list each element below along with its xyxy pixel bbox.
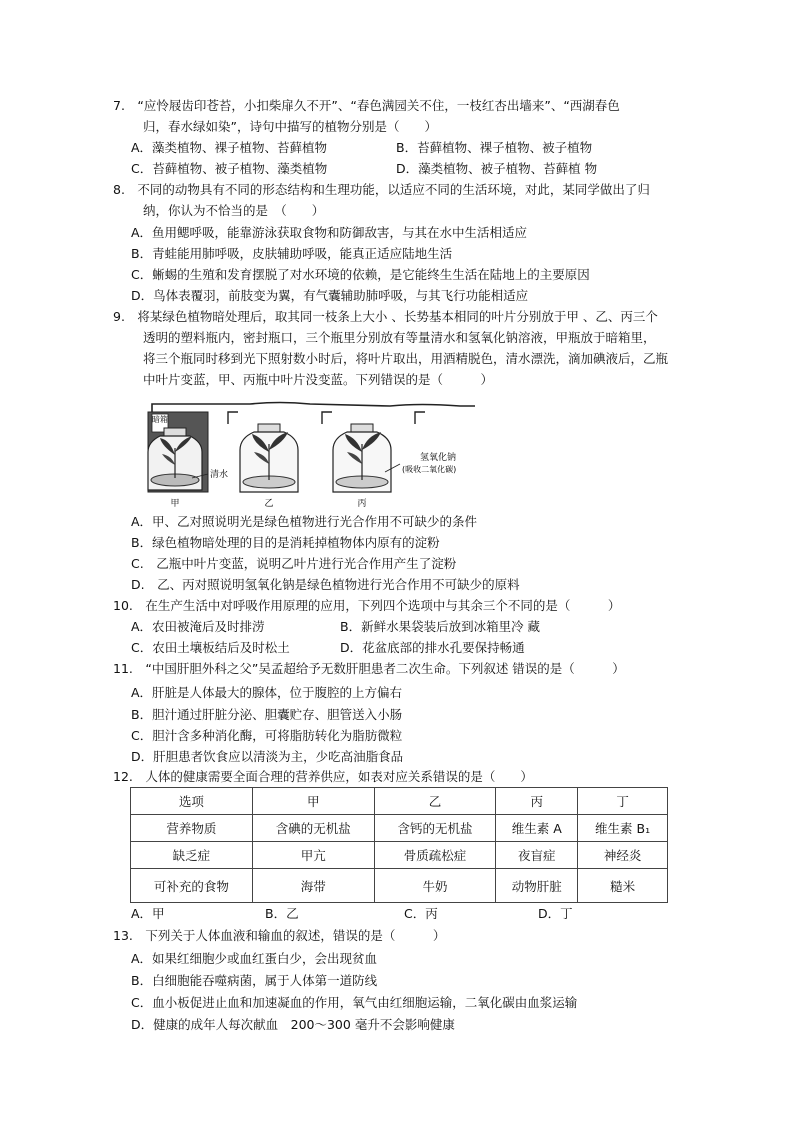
water-label: 清水 bbox=[210, 470, 229, 480]
naoh-note: (吸收二氧化碳) bbox=[402, 465, 457, 474]
table-cell: 营养物质 bbox=[131, 815, 253, 842]
q10-option-a: A．农田被淹后及时排涝 bbox=[131, 619, 265, 634]
tube-jia bbox=[228, 412, 238, 424]
table-cell: 骨质疏松症 bbox=[374, 842, 496, 869]
q12-option-b: B．乙 bbox=[265, 906, 299, 921]
q13-option-c: C．血小板促进止血和加速凝血的作用，氧气由红细胞运输，二氧化碳由血浆运输 bbox=[131, 995, 578, 1010]
q8-stem-line1: 8. 不同的动物具有不同的形态结构和生理功能，以适应不同的生活环境，对此，某同学做出了归 bbox=[113, 182, 650, 197]
table-cell: 动物肝脏 bbox=[496, 869, 578, 903]
q8-option-c: C．蜥蜴的生殖和发育摆脱了对水环境的依赖，是它能终生生活在陆地上的主要原因 bbox=[131, 267, 590, 282]
q13-option-d: D．健康的成年人每次献血 200～300 毫升不会影响健康 bbox=[131, 1017, 455, 1032]
bottle-label-yi: 乙 bbox=[264, 499, 274, 509]
tube-bing bbox=[415, 412, 425, 424]
q8-option-b: B．青蛙能用肺呼吸，皮肤辅助呼吸，能真正适应陆地生活 bbox=[131, 246, 453, 261]
table-cell: 丙 bbox=[496, 788, 578, 815]
q12-option-d: D．丁 bbox=[538, 906, 573, 921]
table-cell: 海带 bbox=[252, 869, 374, 903]
table-row bbox=[131, 788, 668, 815]
bottle-label-bing: 丙 bbox=[357, 499, 367, 509]
q9-option-c: C. 乙瓶中叶片变蓝，说明乙叶片进行光合作用产生了淀粉 bbox=[131, 556, 457, 571]
q13-option-b: B．白细胞能吞噬病菌，属于人体第一道防线 bbox=[131, 973, 378, 988]
q9-stem-line2: 透明的塑料瓶内，密封瓶口，三个瓶里分别放有等量清水和氢氧化钠溶液，甲瓶放于暗箱里， bbox=[143, 330, 656, 345]
naoh-label: 氢氧化钠 bbox=[420, 453, 457, 463]
table-cell: 夜盲症 bbox=[496, 842, 578, 869]
q8-option-d: D．鸟体表覆羽，前肢变为翼，有气囊辅助肺呼吸，与其飞行功能相适应 bbox=[131, 288, 529, 303]
q11-option-d: D．肝胆患者饮食应以清淡为主，少吃高油脂食品 bbox=[131, 749, 404, 764]
q11-stem: 11. “中国肝胆外科之父”吴孟超给予无数肝胆患者二次生命。下列叙述 错误的是（ ） bbox=[113, 661, 625, 676]
nutrition-table bbox=[130, 787, 668, 903]
q11-option-b: B．胆汁通过肝脏分泌、胆囊贮存、胆管送入小肠 bbox=[131, 707, 403, 722]
q10-option-d: D．花盆底部的排水孔要保持畅通 bbox=[340, 640, 525, 655]
table-cell: 甲亢 bbox=[252, 842, 374, 869]
table-row bbox=[131, 842, 668, 869]
q9-experiment-figure bbox=[130, 400, 500, 510]
table-row bbox=[131, 815, 668, 842]
q13-stem: 13. 下列关于人体血液和输血的叙述，错误的是（ ） bbox=[113, 928, 446, 943]
table-cell: 牛奶 bbox=[374, 869, 496, 903]
q7-stem-line1: 7. “应怜屐齿印苍苔，小扣柴扉久不开”、“春色满园关不住，一枝红杏出墙来”、“西湖春色 bbox=[113, 98, 620, 113]
q12-option-a: A．甲 bbox=[131, 906, 165, 921]
q8-option-a: A．鱼用鳃呼吸，能靠游泳获取食物和防御敌害，与其在水中生活相适应 bbox=[131, 225, 528, 240]
q10-stem: 10. 在生产生活中对呼吸作用原理的应用，下列四个选项中与其余三个不同的是（ ） bbox=[113, 598, 621, 613]
table-cell: 乙 bbox=[374, 788, 496, 815]
q7-option-c: C．苔藓植物、被子植物、藻类植物 bbox=[131, 161, 328, 176]
q10-option-b: B．新鲜水果袋装后放到冰箱里冷 藏 bbox=[340, 619, 541, 634]
bottle-bing-cap bbox=[351, 424, 373, 432]
table-cell: 维生素 A bbox=[496, 815, 578, 842]
q11-option-a: A．肝脏是人体最大的腺体，位于腹腔的上方偏右 bbox=[131, 685, 403, 700]
table-cell: 糙米 bbox=[578, 869, 668, 903]
table-cell: 选项 bbox=[131, 788, 253, 815]
table-cell: 神经炎 bbox=[578, 842, 668, 869]
q9-stem-line3: 将三个瓶同时移到光下照射数小时后，将叶片取出，用酒精脱色，清水漂洗，滴加碘液后，乙瓶 bbox=[143, 351, 669, 366]
q7-stem-line2: 归，春水绿如染”，诗句中描写的植物分别是（ ） bbox=[143, 119, 437, 134]
q12-option-c: C．丙 bbox=[404, 906, 438, 921]
q13-option-a: A．如果红细胞少或血红蛋白少，会出现贫血 bbox=[131, 951, 378, 966]
q9-option-a: A．甲、乙对照说明光是绿色植物进行光合作用不可缺少的条件 bbox=[131, 514, 478, 529]
bottle-jia-cap bbox=[164, 428, 186, 436]
dark-box-label: 暗箱 bbox=[152, 415, 168, 424]
q8-stem-line2: 纳，你认为不恰当的是 （ ） bbox=[143, 203, 325, 218]
bottle-label-jia: 甲 bbox=[170, 499, 180, 509]
tube-yi bbox=[322, 412, 332, 424]
table-cell: 含钙的无机盐 bbox=[374, 815, 496, 842]
q7-option-a: A．藻类植物、裸子植物、苔藓植物 bbox=[131, 140, 328, 155]
q11-option-c: C．胆汁含多种消化酶，可将脂肪转化为脂肪微粒 bbox=[131, 728, 403, 743]
q9-option-d: D. 乙、丙对照说明氢氧化钠是绿色植物进行光合作用不可缺少的原料 bbox=[131, 577, 520, 592]
bottle-yi-cap bbox=[258, 424, 280, 432]
table-cell: 含碘的无机盐 bbox=[252, 815, 374, 842]
q9-stem-line4: 中叶片变蓝，甲、丙瓶中叶片没变蓝。下列错误的是（ ） bbox=[143, 372, 494, 387]
q7-option-b: B．苔藓植物、裸子植物、被子植物 bbox=[396, 140, 593, 155]
table-cell: 可补充的食物 bbox=[131, 869, 253, 903]
table-cell: 甲 bbox=[252, 788, 374, 815]
table-cell: 维生素 B₁ bbox=[578, 815, 668, 842]
q9-stem-line1: 9. 将某绿色植物暗处理后，取其同一枝条上大小 、长势基本相同的叶片分别放于甲 、乙、丙三个 bbox=[113, 309, 658, 324]
q10-option-c: C．农田土壤板结后及时松土 bbox=[131, 640, 290, 655]
table-row bbox=[131, 869, 668, 903]
table-cell: 缺乏症 bbox=[131, 842, 253, 869]
table-cell: 丁 bbox=[578, 788, 668, 815]
q7-option-d: D．藻类植物、被子植物、苔藓植 物 bbox=[396, 161, 598, 176]
q9-option-b: B．绿色植物暗处理的目的是消耗掉植物体内原有的淀粉 bbox=[131, 535, 440, 550]
q12-stem: 12. 人体的健康需要全面合理的营养供应，如表对应关系错误的是（ ） bbox=[113, 769, 533, 784]
